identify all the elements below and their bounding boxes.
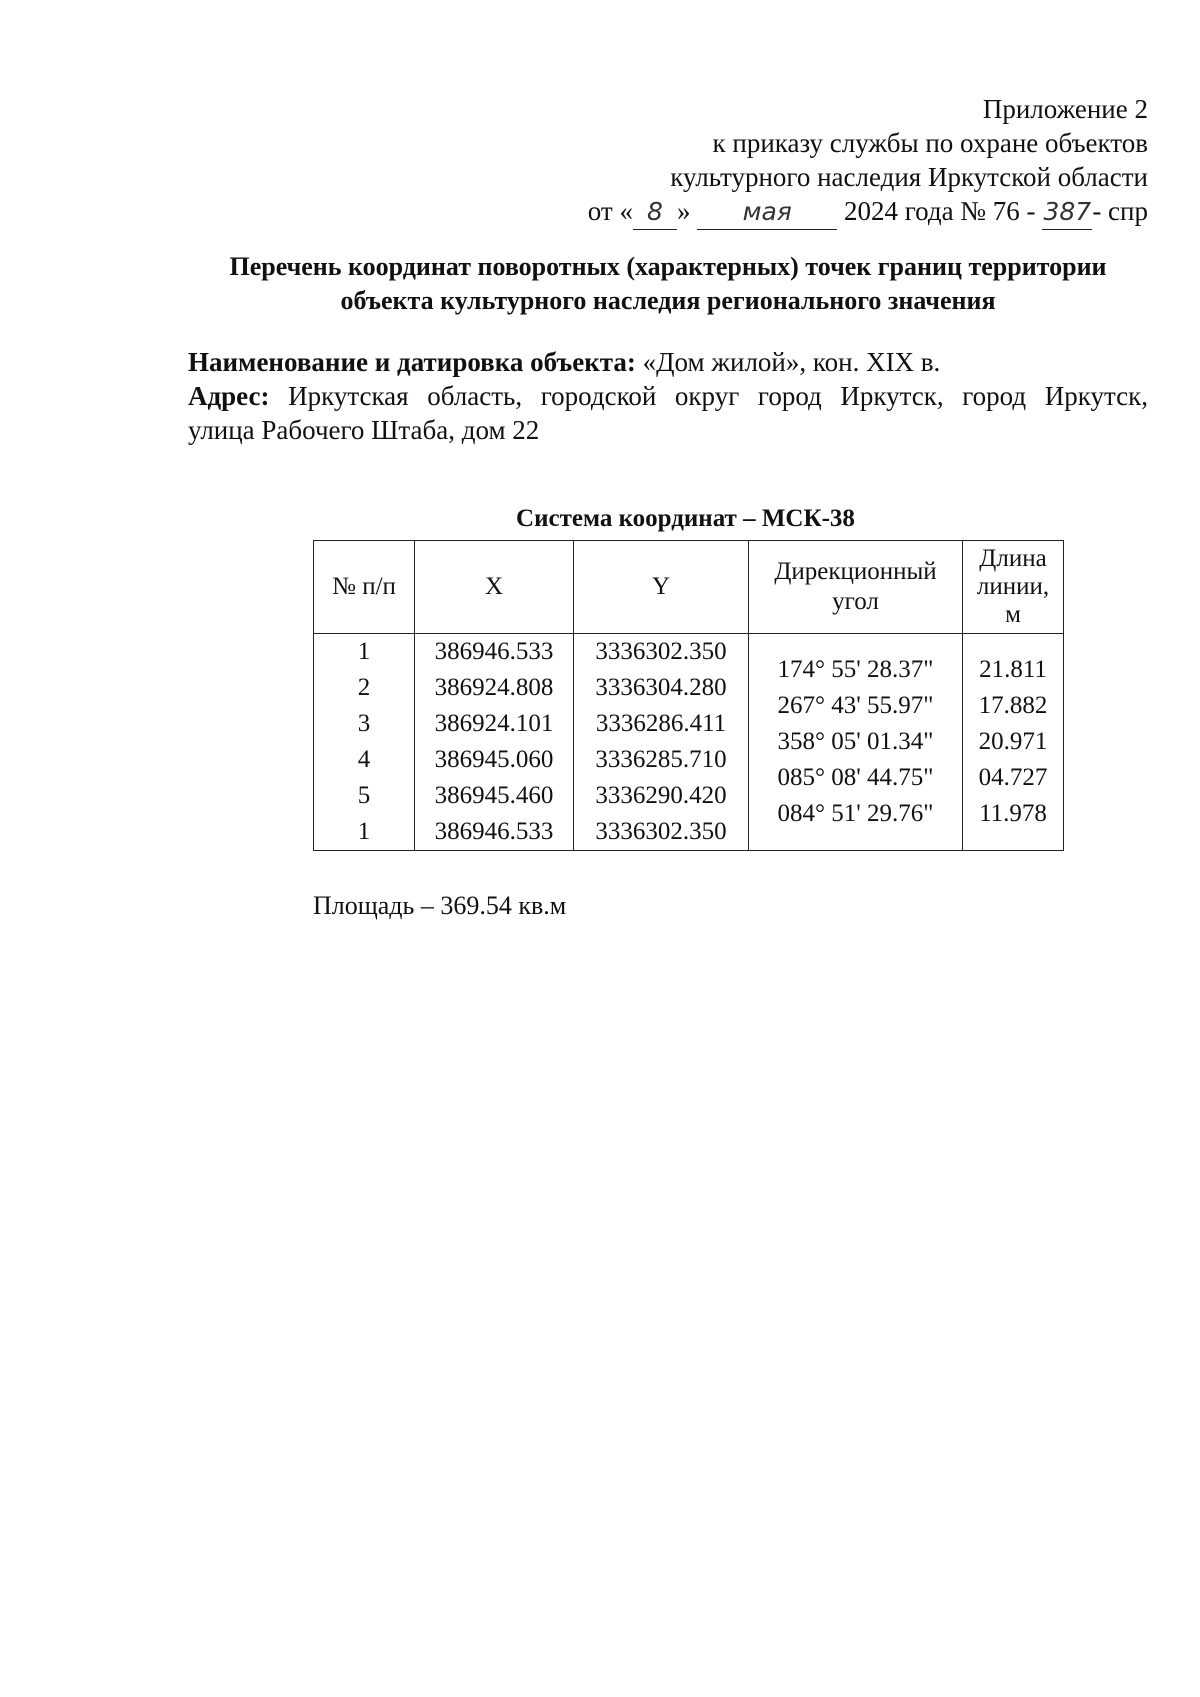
point-num: 1 (357, 818, 371, 845)
header-length-line-3: м (1005, 601, 1021, 628)
handwritten-month: мая (697, 199, 837, 230)
title-line-2: объекта культурного наследия регионального значения (340, 286, 996, 315)
point-num: 3 (357, 710, 371, 737)
coordinate-system-title: Система координат – МСК-38 (516, 505, 855, 532)
header-angle-line-1: Дирекционный (774, 558, 937, 585)
order-authority-line: культурного наследия Иркутской области (670, 162, 1148, 192)
point-num: 5 (357, 782, 371, 809)
point-y: 3336286.411 (595, 710, 727, 737)
table-header-row (314, 541, 1064, 634)
segment-angle: 085° 08' 44.75" (777, 764, 934, 791)
segment-angle: 084° 51' 29.76" (777, 800, 934, 827)
length-column (963, 634, 1064, 851)
y-column (574, 634, 749, 851)
header-num: № п/п (314, 541, 415, 634)
object-name-value: «Дом жилой», кон. XIX в. (642, 347, 941, 377)
address-value-line-2: улица Рабочего Штаба, дом 22 (188, 415, 540, 445)
segment-length: 11.978 (979, 800, 1047, 827)
point-num: 4 (357, 746, 371, 773)
address-label: Адрес: (188, 381, 270, 411)
point-x: 386946.533 (434, 818, 554, 845)
order-reference-line: к приказу службы по охране объектов (712, 128, 1148, 158)
order-date-line (588, 194, 1148, 230)
segment-angle: 267° 43' 55.97" (777, 692, 934, 719)
point-y: 3336302.350 (595, 638, 727, 665)
point-x: 386945.460 (434, 782, 554, 809)
x-column (415, 634, 574, 851)
appendix-number: Приложение 2 (982, 94, 1148, 124)
header-x: X (415, 541, 574, 634)
handwritten-order-number: 387 (1042, 199, 1092, 230)
address-row (188, 379, 1148, 413)
order-suffix: - спр (1092, 196, 1148, 226)
appendix-header (588, 92, 1148, 230)
num-column (314, 634, 415, 851)
segment-length: 20.971 (978, 728, 1048, 755)
point-x: 386945.060 (434, 746, 554, 773)
point-num: 1 (357, 638, 371, 665)
header-angle-line-2: угол (832, 588, 879, 615)
segment-length: 04.727 (978, 764, 1048, 791)
header-length-line-2: линии, (976, 573, 1050, 600)
segment-length: 21.811 (979, 656, 1047, 683)
point-x: 386924.808 (434, 674, 554, 701)
point-x: 386924.101 (434, 710, 554, 737)
point-y: 3336302.350 (595, 818, 727, 845)
title-line-1: Перечень координат поворотных (характерных) точек границ территории (229, 252, 1107, 281)
point-y: 3336290.420 (595, 782, 727, 809)
header-angle (749, 541, 963, 634)
point-y: 3336285.710 (595, 746, 727, 773)
table-body-row (314, 634, 1064, 851)
object-info (188, 345, 1148, 447)
area-value: Площадь – 369.54 кв.м (313, 891, 567, 920)
year-and-order-number: 2024 года № 76 - (843, 196, 1036, 226)
object-name-label: Наименование и датировка объекта: (188, 347, 636, 377)
date-close-quote: » (676, 196, 691, 226)
segment-angle: 358° 05' 01.34" (777, 728, 934, 755)
header-length-line-1: Длина (979, 545, 1047, 572)
angle-column (749, 634, 963, 851)
handwritten-day: 8 (633, 199, 677, 230)
object-name-row (188, 345, 1148, 379)
point-y: 3336304.280 (595, 674, 727, 701)
segment-angle: 174° 55' 28.37" (777, 656, 934, 683)
header-length (963, 541, 1064, 634)
document-title (188, 250, 1148, 318)
segment-length: 17.882 (978, 692, 1048, 719)
header-y: Y (574, 541, 749, 634)
point-num: 2 (357, 674, 371, 701)
date-prefix: от « (587, 196, 633, 226)
address-value-line-1: Иркутская область, городской округ город Иркутск, город Иркутск, (288, 381, 1149, 411)
point-x: 386946.533 (434, 638, 554, 665)
coordinates-table (313, 540, 1064, 851)
